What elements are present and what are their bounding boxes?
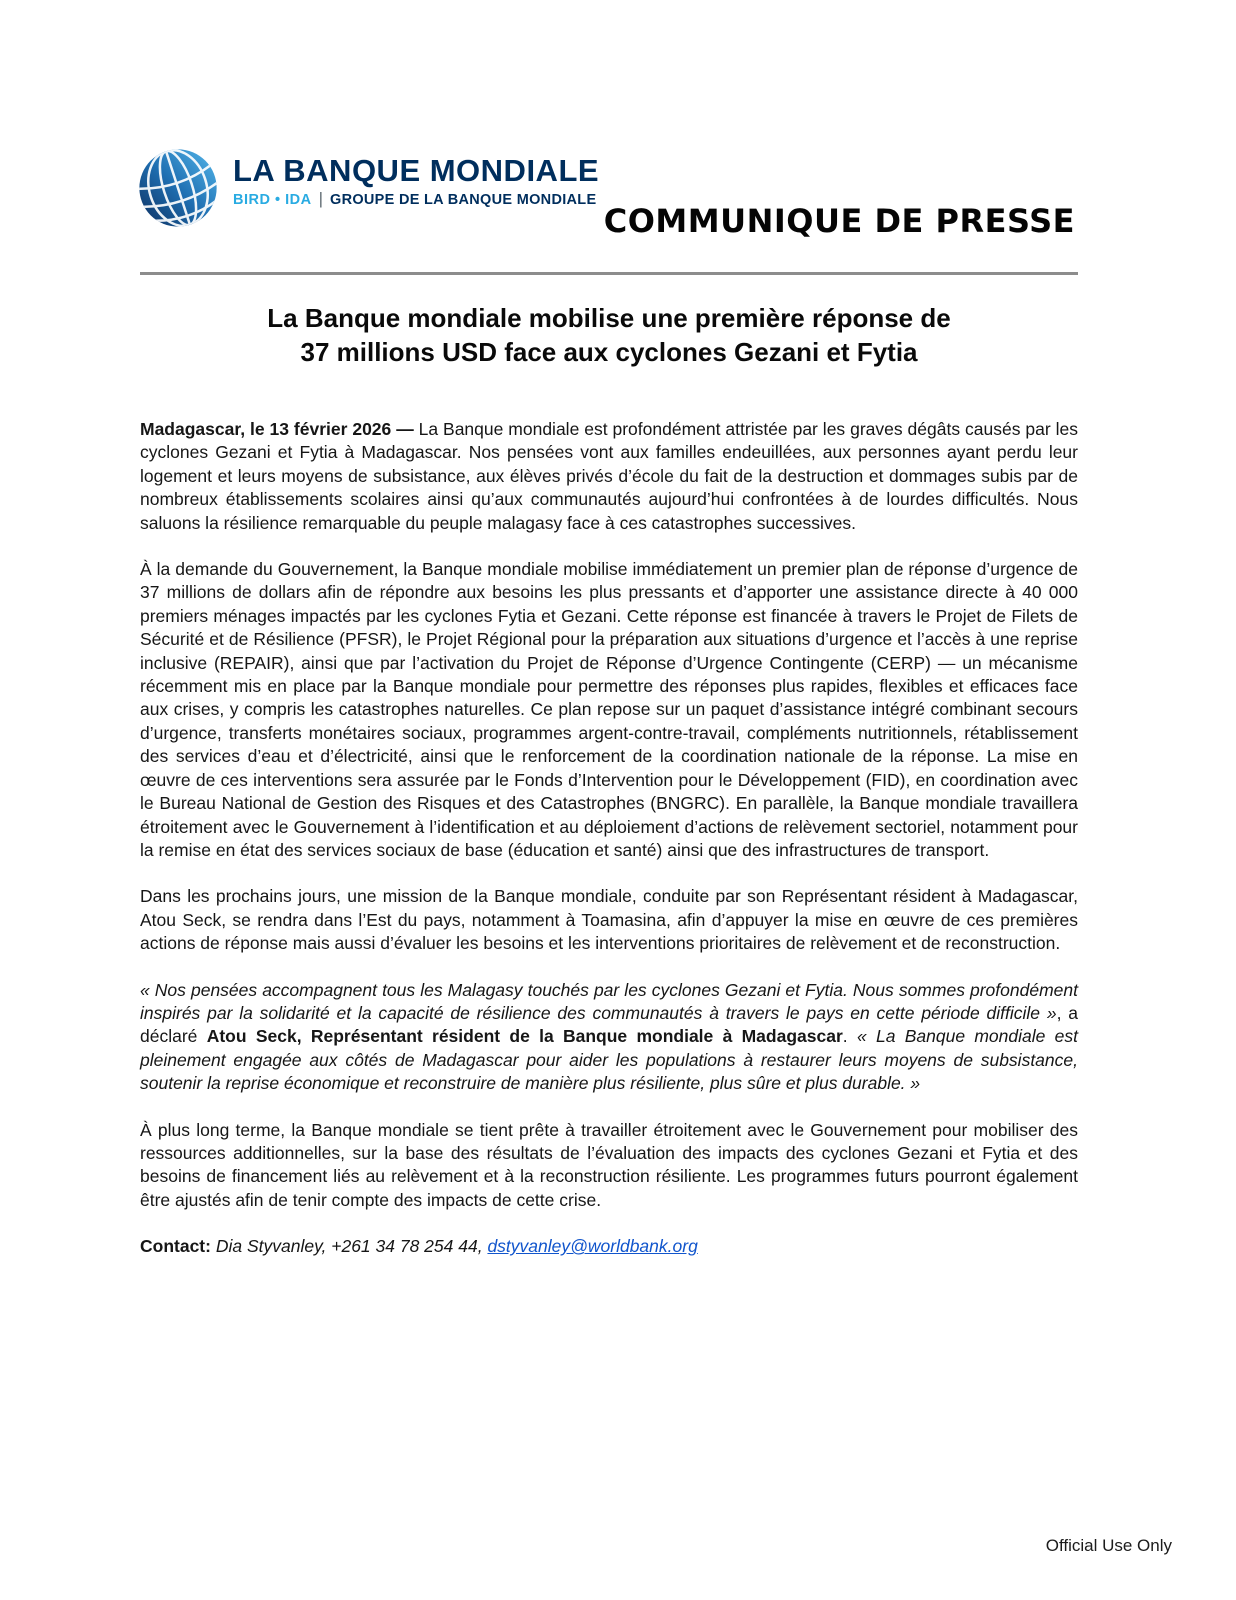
paragraph-longterm: À plus long terme, la Banque mondiale se tient prête à travailler étroitement avec le Gouvernement pour mobiliser des ressources additionnelles, sur la base des résultats de l’évaluation des impacts des cyclones Gezani et Fytia et des besoins de financement liés au relèvement et à la reconstruction résiliente. Les programmes futurs pourront également être ajustés afin de tenir compte des impacts de cette crise. xyxy=(140,1119,1078,1210)
paragraph-quote xyxy=(140,979,1078,1096)
paragraph-mission: Dans les prochains jours, une mission de la Banque mondiale, conduite par son Représentant résident à Madagascar, Atou Seck, se rendra dans l’Est du pays, notamment à Toamasina, afin d’appuyer la mise en œuvre de ces premières actions de réponse mais aussi d’évaluer les besoins et les interventions prioritaires de relèvement et de reconstruction. xyxy=(140,886,1078,954)
quote-second: « La Banque mondiale est pleinement engagée aux côtés de Madagascar pour aider les populations à restaurer leurs moyens de subsistance, soutenir la reprise économique et reconstruire de manière plus résiliente, plus sûre et plus durable. » xyxy=(140,1026,1079,1094)
contact-info: Dia Styvanley, +261 34 78 254 44, xyxy=(210,1236,488,1257)
press-release-kicker: COMMUNIQUE DE PRESSE xyxy=(603,202,1075,240)
quote-separator: . xyxy=(842,1026,857,1047)
dateline: Madagascar, le 13 février 2026 — xyxy=(140,419,419,439)
article-body xyxy=(140,418,1078,1282)
headline xyxy=(140,301,1078,369)
logo-text xyxy=(233,146,599,210)
logo-org-name: LA BANQUE MONDIALE xyxy=(233,153,600,188)
paragraph-dateline xyxy=(140,418,1078,535)
worldbank-logo xyxy=(136,146,599,230)
headline-line2: 37 millions USD face aux cyclones Gezani et Fytia xyxy=(300,337,918,367)
logo-bird-ida: BIRD • IDA xyxy=(233,192,312,208)
quote-first: « Nos pensées accompagnent tous les Malagasy touchés par les cyclones Gezani et Fytia. Nous sommes profondément inspirés par la solidarité et la capacité de résilience des communautés à travers le pays en cette période difficile » xyxy=(140,979,1078,1023)
paragraph-response-plan: À la demande du Gouvernement, la Banque mondiale mobilise immédiatement un premier plan de réponse d’urgence de 37 millions de dollars afin de répondre aux besoins les plus pressants et d’apporter une assistance directe à 40 000 premiers ménages impactés par les cyclones Fytia et Gezani. Cette réponse est financée à travers le Projet de Filets de Sécurité et de Résilience (PFSR), le Projet Régional pour la préparation aux situations d’urgence et l’accès à une reprise inclusive (REPAIR), ainsi que par l’activation du Projet de Réponse d’Urgence Contingente (CERP) — un mécanisme récemment mis en place par la Banque mondiale pour permettre des réponses plus rapides, flexibles et efficaces face aux crises, y compris les catastrophes naturelles. Ce plan repose sur un paquet d’assistance intégré combinant secours d’urgence, transferts monétaires sociaux, programmes argent-contre-travail, compléments nutritionnels, rétablissement des services d’eau et d’électricité, ainsi que le renforcement de la coordination nationale de la réponse. La mise en œuvre de ces interventions sera assurée par le Fonds d’Intervention pour le Développement (FID), en coordination avec le Bureau National de Gestion des Risques et des Catastrophes (BNGRC). En parallèle, la Banque mondiale travaillera étroitement avec le Gouvernement à l’identification et au déploiement d’actions de relèvement sectoriel, notamment pour la remise en état des services sociaux de base (éducation et santé) ainsi que des infrastructures de transport. xyxy=(140,559,1078,860)
official-use-label: Official Use Only xyxy=(1045,1536,1172,1555)
globe-icon xyxy=(136,146,220,230)
quote-attribution-plain: , a déclaré xyxy=(140,1002,1078,1047)
quote-attribution-name: Atou Seck, Représentant résident de la Banque mondiale à Madagascar xyxy=(206,1026,843,1047)
contact-label: Contact: xyxy=(140,1236,211,1257)
logo-divider: | xyxy=(318,189,323,208)
paragraph-dateline-text: La Banque mondiale est profondément attristée par les graves dégâts causés par les cyclones Gezani et Fytia à Madagascar. Nos pensées vont aux familles endeuillées, aux personnes ayant perdu leur logement et leurs moyens de subsistance, aux élèves privés d’école du fait de la destruction et dommages subis par de nombreux établissements scolaires ainsi qu’aux communautés aujourd’hui confrontées à de lourdes difficultés. Nous saluons la résilience remarquable du peuple malagasy face à ces catastrophes successives. xyxy=(140,419,1078,533)
logo-subtitle xyxy=(233,190,599,210)
headline-line1: La Banque mondiale mobilise une première réponse de xyxy=(267,303,951,333)
contact-email-link[interactable]: dstyvanley@worldbank.org xyxy=(487,1236,698,1257)
contact-line xyxy=(140,1235,1078,1258)
logo-group-name: GROUPE DE LA BANQUE MONDIALE xyxy=(329,192,597,208)
header-divider xyxy=(140,272,1078,275)
